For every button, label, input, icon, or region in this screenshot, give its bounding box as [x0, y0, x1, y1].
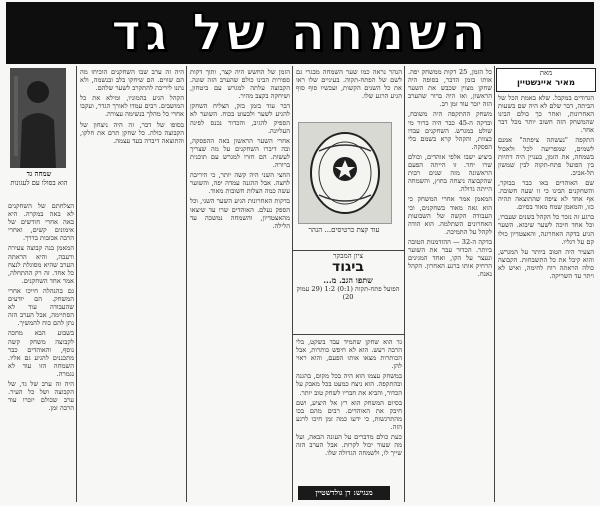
article-paragraph: החצי השני היה קשה יותר, כי היריבה לחצה. אבל ההגנה עמדה יפה, והשוער עשה כמה הצלות חשובות מאוד.: [190, 171, 290, 196]
column-rule: [76, 66, 77, 502]
article-paragraph: גם בהנהלה חייכו אחרי המשחק. הם יודעים שהעבודה עוד לא הסתיימה, אבל הערב הזה נתן להם כוח להמשיך.: [8, 286, 74, 328]
article-paragraph: הגדודים במקבל. שלא באמת הכל של הביתה, דבר שלם לא היה שם בשעות האחרונות, ואחר כך כולם הבינו שהמשחק הזה חשוב יותר מכל דבר אחר.: [498, 94, 594, 135]
article-paragraph: התקפה "נעשתה ציפתה" אמנם לשמים, שמפריעה לכל ולאכול בשמחה, את הזמן, בעניין היה דתיות בין הפועל פתח-תקוה לבין שמשון תל-אביב.: [498, 136, 594, 177]
column-rule: [186, 66, 187, 502]
article-paragraph: בסיום המשחק הוא רץ אל היציע, ושם חיבק את האוהדים. רבים מהם בכו מהתרגשות, כי ידעו כמה זמן חיכו לרגע הזה.: [296, 398, 402, 431]
article-column-4: [190, 68, 290, 502]
article-paragraph: היה זה ערב שבו השחקנים הוכיחו מה הם שווים. הם שיחקו בלב ובנשמה, ולא נתנו ליריבה להתקרב לשער שלהם.: [80, 68, 184, 93]
article-paragraph: ביציע ישבו אלפי אוהדים, וכולם שרו יחד. זו הייתה הפעם הראשונה מזה שנים רבות שהקבוצה ניצחה בחוץ, והשמחה הייתה גדולה.: [408, 152, 492, 194]
article-paragraph: הזמן של החשש היה קצר, ותוך דקות ספורות הבינו כולם שהערב הזה שונה. הקבוצה עלתה למגרש עם ביטחון, ושיחקה בקצב מהיר.: [190, 68, 290, 101]
article-paragraph: כל הזמן, 25 דקות ממשחק יפה. אותו בזמן הדבר, בסופה היה שחקן מצוין שכבש את השער הראשון, ואז היה ברור שהערב הזה יזכר עוד זמן רב.: [408, 68, 492, 109]
article-column-6: [8, 202, 74, 502]
article-column-5: [80, 68, 184, 502]
article-paragraph: הנהר נראה כמו שער השמחה מבגרי גם לשם של הפתח-תקוה. בעיניים שלו ראו את כל השנים הקשות, ועכשיו סוף סוף הגיע הרגע שלו.: [296, 68, 402, 101]
column-rule: [404, 66, 405, 502]
emblem-caption: עוד קצת כרטיסים... הנהר: [308, 226, 380, 234]
player-photo: [10, 68, 66, 168]
byline-box: [496, 68, 596, 92]
article-paragraph: המאמן בנה קבוצה צעירה ורעבה, והיא הראתה הערב שהיא מסוגלת לנצח כל אחד. זה רק ההתחלה, אמר אחד השחקנים.: [8, 244, 74, 285]
byline-author: מאיר איינשטיין: [516, 78, 576, 88]
review-section: ציון המבקר: [332, 252, 364, 260]
article-paragraph: המאמן אמר אחרי המשחק כי הוא גאה מאוד בשחקנים, וכי העבודה הקשה של השבועות האחרונים השתלמה. הוא הודה לקהל על התמיכה.: [408, 195, 492, 236]
section-rule: [292, 334, 404, 335]
review-subtitle: שתפו הגב. מ...: [323, 275, 373, 285]
article-paragraph: אחרי השער הראשון באה ההפסקה, ובה דיברו השחקנים על מה שצריך לעשות. הם חזרו למגרש עם תוכנית ברורה.: [190, 136, 290, 170]
photo-caption-name: שמחה גד: [26, 170, 52, 178]
article-column-2: [408, 68, 492, 502]
article-paragraph: הצעיר היה הטוב ביותר על המגרש, והוא קיבל את כל התשבחות. הקבוצה כולה הראתה רוח לחימה, ואיש לא ויתר עד השריקה.: [498, 247, 594, 280]
article-column-3-bottom: [296, 338, 402, 482]
article-paragraph: שם האוהדים באו כבר בבוקר, והשחקנים הבינו כי זו שעה חשובה. אף אחד לא ציפה שהתוצאה תהיה כזו, והמאמן שמח מאוד בסיום.: [498, 178, 594, 212]
article-paragraph: במשחק עצמו הוא היה בכל מקום, בהגנה ובהתקפה. הוא ניצח כמעט בכל מאבק על הכדור, והביא את חבריו לשחק טוב יותר.: [296, 372, 402, 397]
caption-bar: מנגיש: דן גולדשטיין: [298, 486, 390, 500]
article-paragraph: גד הוא שחקן שתמיד עבד בשקט, בלי הרבה רעש. הוא לא חיפש כותרות, אבל הכותרות מצאו אותו הפעם, והוא ראוי להן.: [296, 338, 402, 371]
article-paragraph: בסופו של דבר, זה היה ניצחון של הקבוצה כולה. כל שחקן תרם את חלקו, והתוצאה דיברה בעד עצמה.: [80, 120, 184, 145]
article-paragraph: היה זה ערב של גד, של הקבוצה ושל כל העיר. ערב שכולם יזכרו עוד הרבה זמן.: [8, 379, 74, 413]
headline-banner: [6, 2, 594, 64]
article-paragraph: כעת כולם מדברים על העונה הבאה, ועל מה שעוד יכול לקרות. אבל הערב הזה שייך לו, ולשמחה הגדולה שלו.: [296, 433, 402, 458]
article-paragraph: ברגע זה נזכר כל הקהל בשנים שעברו, וכל אחד חיכה לשער שיבוא. השער הגיע בדקה האחרונה, והאצטדיון כולו קם על רגליו.: [498, 213, 594, 246]
article-column-3-top: [296, 68, 402, 120]
article-paragraph: הצלחתם של השחקנים לא באה במקרה. היא באה אחרי חודשים של אימונים קשים, ואחרי הרבה אכזבות בדרך.: [8, 202, 74, 243]
player-silhouette-icon: [10, 68, 66, 168]
photo-caption-line: הוא בסולו עם לעגונות: [10, 178, 68, 187]
review-title: ביגוד: [332, 259, 364, 275]
article-paragraph: הקהל הגיע בהמוניו, ומילא את כל המושבים. רבים עמדו לאורך הגדר, ועקבו אחרי כל מהלך בנשימה עצורה.: [80, 94, 184, 119]
article-paragraph: משחק ההתקפה היה משובח, ובדקה ה-45 כבר היה ברור מי שולט במגרש. השחקנים עבדו כצוות, והקהל קרא בשמם בלי הפסקה.: [408, 110, 492, 151]
article-paragraph: דבר עוד בזמן בזק, הצליח השחקן להגיע לשער ולבעוט בכוח. השוער לא הספיק להגיב, והכדור נכנס לפינה העליונה.: [190, 102, 290, 135]
column-rule: [494, 66, 495, 502]
article-paragraph: בדקות האחרונות הגיע השער השני, וכל הספק נעלם. האוהדים שרו עד שיצאו מהאצטדיון, והשמחה נמשכה עד הלילה.: [190, 197, 290, 230]
soccer-badge-icon: [299, 123, 391, 223]
headline: השמחה של גד: [110, 3, 490, 63]
byline-by: מאת: [539, 69, 553, 77]
review-detail: הפועל פתח-תקוה (0:1) 1:2 (29 עמוק 20): [296, 285, 400, 301]
photo-caption: [8, 170, 70, 198]
emblem-photo: [298, 122, 392, 224]
article-paragraph: בשבוע הבא מחכה לקבוצה משחק קשה נוסף, והאוהדים כבר מתכננים להגיע גם אליו. השמחה הזו עוד לא נגמרה.: [8, 329, 74, 378]
section-rule: [292, 250, 404, 251]
article-paragraph: בדקה ה-32 — ההזדמנות הטובה ביותר. הכדור עבר את השוער ונעצר על הקו, ואחד המגינים הרחיק אותו ברגע האחרון. הקהל נאנח.: [408, 237, 492, 279]
review-box: [292, 252, 404, 332]
article-column-1: [498, 94, 594, 502]
